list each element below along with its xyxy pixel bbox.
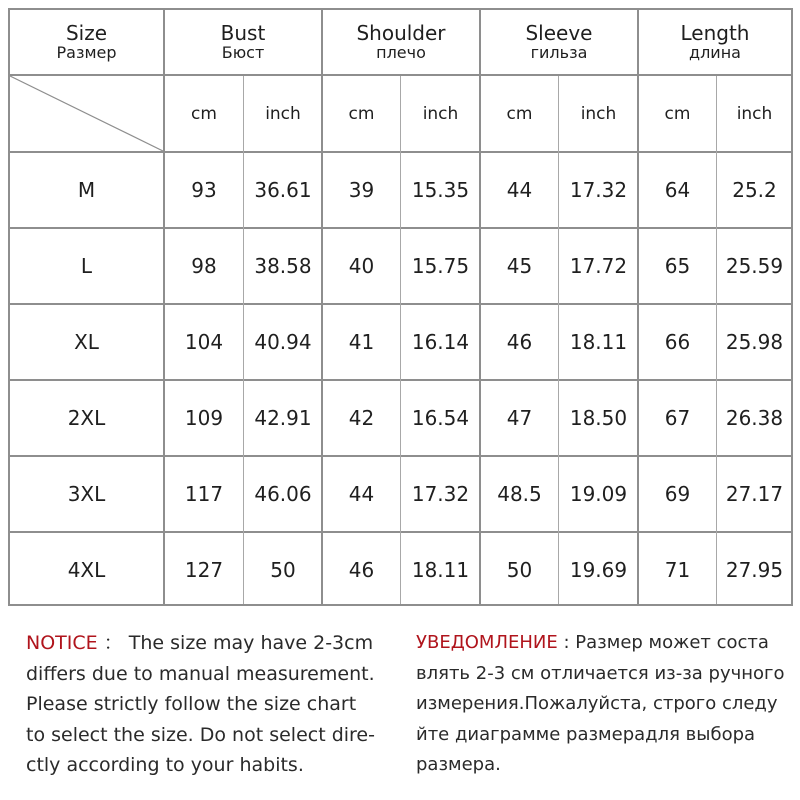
measurement-value: 16.14 bbox=[411, 330, 470, 354]
measurement-value: 66 bbox=[664, 330, 691, 354]
measurement-value: 93 bbox=[191, 178, 217, 202]
size-label: 3XL bbox=[67, 482, 106, 506]
measurement-value: 64 bbox=[664, 178, 691, 202]
measurement-value: 50 bbox=[506, 558, 533, 582]
notice-ru-separator: : bbox=[563, 632, 570, 653]
notice-ru-text: Размер может соста bbox=[575, 632, 769, 653]
size-label: 4XL bbox=[67, 558, 106, 582]
notice-ru-line: влять 2-3 см отличается из-за ручного bbox=[416, 662, 785, 684]
notice-en-line bbox=[26, 628, 396, 659]
header-shoulder bbox=[323, 10, 479, 74]
unit-label: inch bbox=[580, 103, 617, 124]
notice-ru-line bbox=[416, 628, 786, 659]
unit-label: cm bbox=[664, 103, 691, 124]
header-bust bbox=[165, 10, 321, 74]
header-size bbox=[10, 10, 163, 74]
subcol-divider bbox=[400, 76, 401, 604]
measurement-value: 17.32 bbox=[411, 482, 470, 506]
unit-label: cm bbox=[348, 103, 375, 124]
header-sleeve bbox=[481, 10, 637, 74]
header-length-en: Length bbox=[680, 21, 750, 45]
header-length bbox=[639, 10, 791, 74]
measurement-value: 17.72 bbox=[569, 254, 628, 278]
measurement-value: 27.95 bbox=[725, 558, 784, 582]
header-length-ru: длина bbox=[689, 43, 741, 62]
measurement-value: 45 bbox=[506, 254, 533, 278]
measurement-value: 18.50 bbox=[569, 406, 628, 430]
notice-en-text: The size may have 2-3cm bbox=[128, 632, 374, 654]
measurement-value: 50 bbox=[270, 558, 296, 582]
measurement-value: 69 bbox=[664, 482, 691, 506]
measurement-value: 18.11 bbox=[569, 330, 628, 354]
notice-en-separator: ： bbox=[103, 632, 123, 654]
measurement-value: 27.17 bbox=[725, 482, 784, 506]
measurement-value: 41 bbox=[348, 330, 375, 354]
measurement-value: 26.38 bbox=[725, 406, 784, 430]
notice-en-label: NOTICE bbox=[26, 632, 98, 654]
notice-english bbox=[26, 628, 396, 781]
header-shoulder-ru: плечо bbox=[376, 43, 426, 62]
measurement-value: 46 bbox=[506, 330, 533, 354]
measurement-value: 36.61 bbox=[254, 178, 312, 202]
measurement-value: 127 bbox=[184, 558, 224, 582]
measurement-value: 15.75 bbox=[411, 254, 470, 278]
measurement-value: 104 bbox=[184, 330, 224, 354]
corner-diagonal bbox=[10, 76, 163, 151]
measurement-value: 71 bbox=[664, 558, 691, 582]
header-size-en: Size bbox=[65, 21, 108, 45]
measurement-value: 47 bbox=[506, 406, 533, 430]
header-sleeve-en: Sleeve bbox=[525, 21, 593, 45]
measurement-value: 44 bbox=[348, 482, 375, 506]
unit-label: inch bbox=[265, 103, 301, 124]
notice-en-line: ctly according to your habits. bbox=[26, 754, 304, 776]
measurement-value: 44 bbox=[506, 178, 533, 202]
measurement-value: 98 bbox=[191, 254, 217, 278]
measurement-value: 19.69 bbox=[569, 558, 628, 582]
notice-en-line: differs due to manual measurement. bbox=[26, 662, 375, 685]
header-size-ru: Размер bbox=[56, 43, 117, 62]
notice-en-line: to select the size. Do not select dire- bbox=[26, 723, 375, 746]
measurement-value: 67 bbox=[664, 406, 691, 430]
notice-ru-line: измерения.Пожалуйста, строго следу bbox=[416, 693, 778, 714]
measurement-value: 15.35 bbox=[411, 178, 470, 202]
measurement-value: 19.09 bbox=[569, 482, 628, 506]
notice-ru-line: йте диаграмме размерадля выбора bbox=[416, 723, 756, 745]
header-sleeve-ru: гильза bbox=[530, 43, 588, 62]
measurement-value: 46.06 bbox=[254, 482, 312, 506]
unit-label: inch bbox=[736, 103, 773, 124]
subcol-divider bbox=[716, 76, 717, 604]
measurement-value: 40 bbox=[348, 254, 375, 278]
measurement-value: 16.54 bbox=[411, 406, 470, 430]
notice-russian bbox=[416, 628, 786, 781]
size-label: XL bbox=[74, 330, 99, 354]
unit-label: cm bbox=[506, 103, 533, 124]
measurement-value: 65 bbox=[664, 254, 691, 278]
size-label: M bbox=[77, 178, 96, 202]
notice-ru-label: УВЕДОМЛЕНИЕ bbox=[416, 632, 558, 653]
measurement-value: 46 bbox=[348, 558, 375, 582]
subcol-divider bbox=[243, 76, 244, 604]
measurement-value: 117 bbox=[184, 482, 224, 506]
notice-ru-line: размера. bbox=[416, 754, 501, 775]
measurement-value: 39 bbox=[348, 178, 375, 202]
measurement-value: 18.11 bbox=[411, 558, 470, 582]
header-shoulder-en: Shoulder bbox=[356, 21, 446, 45]
size-label: L bbox=[80, 254, 93, 278]
size-label: 2XL bbox=[67, 406, 106, 430]
measurement-value: 17.32 bbox=[569, 178, 628, 202]
unit-label: cm bbox=[191, 103, 217, 124]
measurement-value: 42.91 bbox=[254, 406, 312, 430]
subcol-divider bbox=[558, 76, 559, 604]
unit-label: inch bbox=[422, 103, 459, 124]
notice-en-line: Please strictly follow the size chart bbox=[26, 693, 357, 715]
size-chart-table bbox=[8, 8, 793, 606]
measurement-value: 38.58 bbox=[254, 254, 312, 278]
measurement-value: 109 bbox=[184, 406, 224, 430]
measurement-value: 25.2 bbox=[732, 178, 777, 202]
measurement-value: 40.94 bbox=[254, 330, 312, 354]
measurement-value: 42 bbox=[348, 406, 375, 430]
measurement-value: 48.5 bbox=[497, 482, 542, 506]
measurement-value: 25.59 bbox=[725, 254, 784, 278]
header-bust-en: Bust bbox=[220, 21, 266, 45]
header-bust-ru: Бюст bbox=[221, 43, 265, 62]
measurement-value: 25.98 bbox=[725, 330, 784, 354]
